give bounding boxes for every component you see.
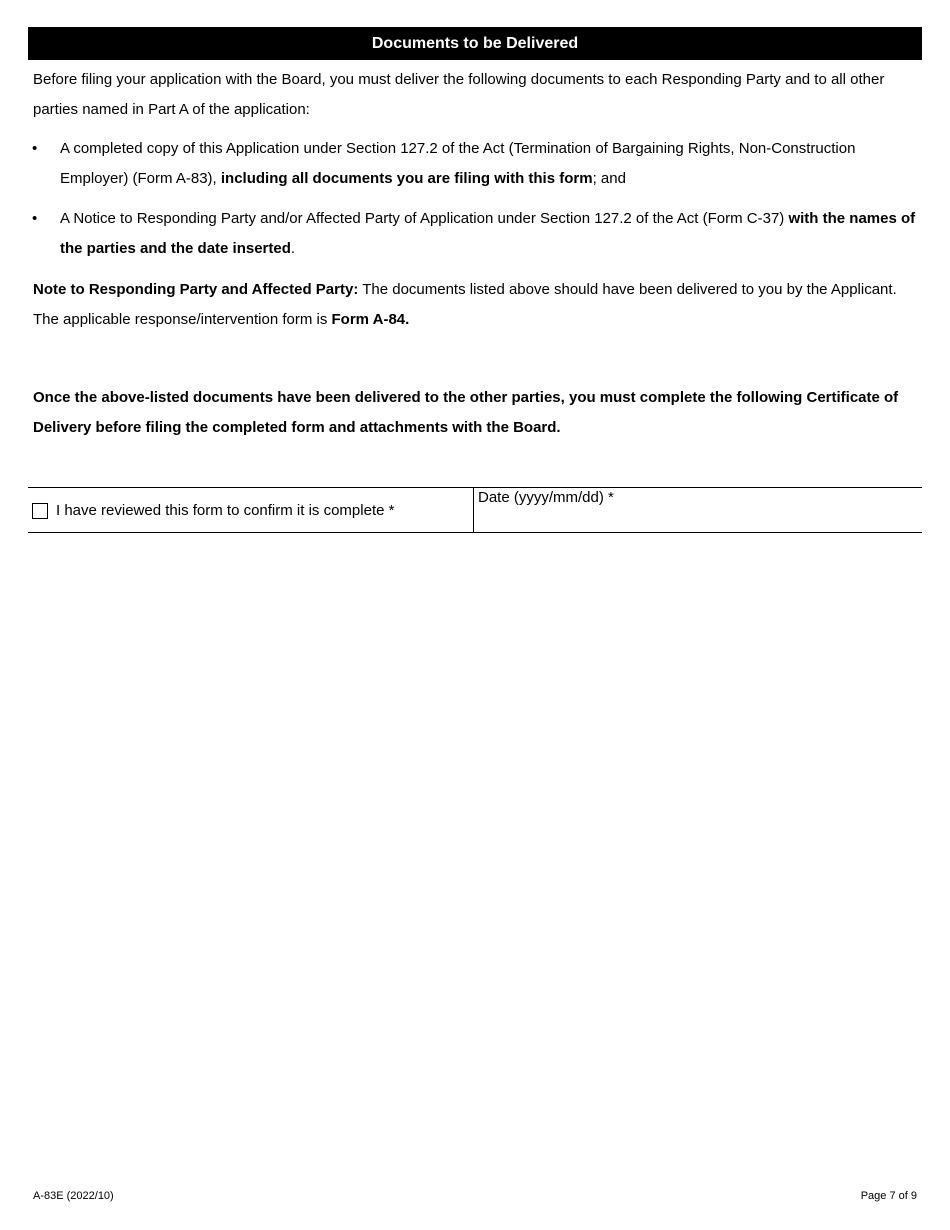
intro-paragraph: Before filing your application with the Board, you must deliver the following documents to each Responding Party and to all other parties named in Part A of the application: [33, 71, 885, 118]
note-text: The documents listed above should have been delivered to you by the Applicant. The applicable response/intervention form is [33, 281, 897, 328]
list-item [28, 134, 918, 194]
date-field[interactable] [474, 488, 922, 532]
certificate-instruction: Once the above-listed documents have been delivered to the other parties, you must complete the following Certificate of Delivery before filing the completed form and attachments with the Board. [33, 389, 899, 436]
bullet-icon: • [32, 210, 38, 227]
review-cell [28, 488, 474, 532]
bullet-text: A completed copy of this Application under Section 127.2 of the Act (Termination of Bargaining Rights, Non-Construction Employer) (Form A-83), [60, 140, 856, 187]
date-field-label: Date (yyyy/mm/dd) * [478, 489, 614, 506]
note-label: Note to Responding Party and Affected Party: [33, 281, 359, 298]
page-number: Page 7 of 9 [860, 1190, 917, 1202]
bullet-text-end: ; and [592, 170, 626, 187]
review-checkbox[interactable] [32, 503, 48, 519]
bullet-icon: • [32, 140, 38, 157]
note-paragraph [33, 275, 918, 335]
form-code: A-83E (2022/10) [33, 1190, 114, 1202]
bullet-bold-text: including all documents you are filing with this form [220, 170, 593, 187]
list-item [28, 204, 918, 264]
certificate-row [28, 487, 922, 533]
review-checkbox-label: I have reviewed this form to confirm it is complete * [56, 501, 395, 519]
documents-list [28, 134, 918, 274]
note-form: Form A-84. [331, 311, 410, 328]
bullet-text-end: . [290, 240, 296, 257]
section-header: Documents to be Delivered [28, 27, 922, 60]
bullet-bold-text: with the names of the parties and the date inserted [60, 210, 916, 257]
bullet-text: A Notice to Responding Party and/or Affected Party of Application under Section 127.2 of the Act (Form C-37) [60, 210, 789, 227]
